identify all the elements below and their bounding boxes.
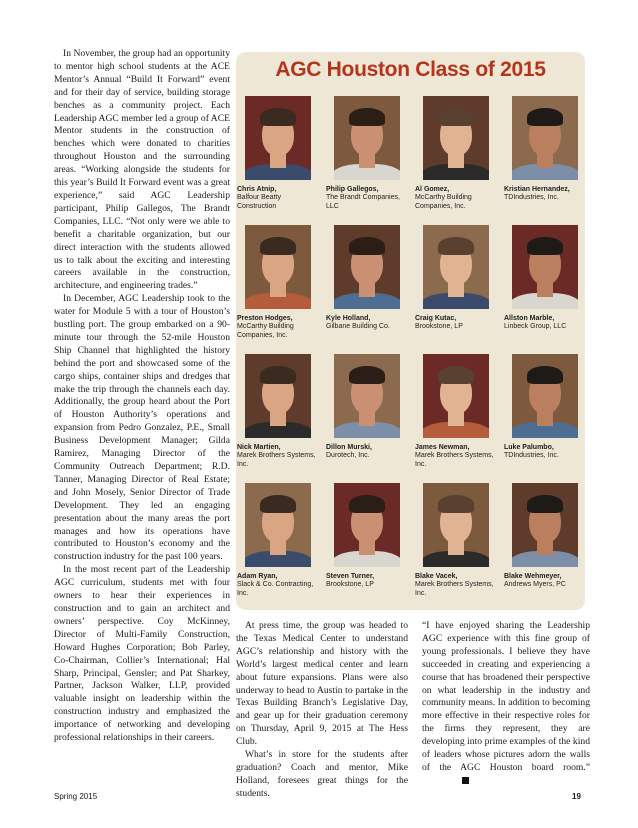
portrait-neck — [448, 412, 464, 426]
member-portrait — [334, 96, 400, 180]
portrait-hair — [260, 237, 296, 255]
member-name: James Newman, — [415, 444, 470, 451]
right-article-column — [422, 620, 590, 788]
member-name: Blake Wehmeyer, — [504, 573, 562, 580]
member-portrait — [423, 483, 489, 567]
member-card — [504, 354, 584, 461]
member-caption — [504, 315, 584, 332]
portrait-neck — [359, 283, 375, 297]
member-company: McCarthy Building Companies, Inc. — [415, 194, 472, 210]
member-portrait — [512, 225, 578, 309]
portrait-neck — [270, 412, 286, 426]
member-portrait — [423, 96, 489, 180]
portrait-neck — [537, 412, 553, 426]
portrait-hair — [438, 108, 474, 126]
portrait-hair — [438, 366, 474, 384]
member-caption — [415, 573, 495, 598]
member-caption — [504, 573, 584, 590]
member-card — [326, 225, 406, 332]
member-portrait — [334, 354, 400, 438]
member-caption — [237, 573, 317, 598]
member-card — [415, 96, 495, 211]
portrait-hair — [527, 237, 563, 255]
member-portrait — [334, 225, 400, 309]
portrait-neck — [359, 154, 375, 168]
member-company: Slack & Co. Contracting, Inc. — [237, 581, 314, 597]
member-company: TDIndustries, Inc. — [504, 452, 559, 460]
portrait-hair — [438, 495, 474, 513]
member-card — [237, 225, 317, 340]
member-caption — [415, 315, 495, 332]
portrait-neck — [359, 412, 375, 426]
portrait-neck — [537, 154, 553, 168]
member-caption — [504, 444, 584, 461]
member-caption — [415, 444, 495, 469]
member-caption — [415, 186, 495, 211]
member-company: Marek Brothers Systems, Inc. — [415, 452, 494, 468]
portrait-hair — [527, 108, 563, 126]
end-of-article-mark — [462, 777, 469, 784]
member-card — [415, 354, 495, 469]
member-company: Balfour Beatty Construction — [237, 194, 281, 210]
portrait-hair — [527, 366, 563, 384]
member-caption — [237, 444, 317, 469]
footer-issue: Spring 2015 — [54, 792, 98, 801]
article-paragraph: In the most recent part of the Leadership AGC curriculum, students met with four owners to hear their experiences in construction and to gain an architect and owners’ perspective. Coy McKinney, Director of Multi-Family Construction, Howard Hughes Corporation; Bob Parley, Co-Chairman, Collier’s International; Hal Sharp, Principal, Gensler; and Pat Sharkey, Partner, Jackson Walker, LLP, provided valuable insight on leadership within the construction industry and emphasized the importance of networking and developing professional relationships in their careers. — [54, 564, 230, 744]
article-paragraph: What’s in store for the students after graduation? Coach and mentor, Mike Holland, foresees great things for the students. — [236, 749, 408, 799]
portrait-hair — [349, 237, 385, 255]
member-name: Adam Ryan, — [237, 573, 278, 580]
member-company: Andrews Myers, PC — [504, 581, 566, 589]
portrait-neck — [270, 154, 286, 168]
member-caption — [504, 186, 584, 203]
member-name: Dillon Murski, — [326, 444, 372, 451]
member-name: Al Gomez, — [415, 186, 450, 193]
member-name: Kristian Hernandez, — [504, 186, 570, 193]
class-of-2015-panel — [236, 52, 585, 610]
member-portrait — [245, 354, 311, 438]
member-card — [504, 96, 584, 203]
member-portrait — [423, 354, 489, 438]
portrait-neck — [448, 541, 464, 555]
portrait-hair — [349, 108, 385, 126]
member-card — [415, 483, 495, 598]
portrait-neck — [270, 283, 286, 297]
footer-page-number: 19 — [572, 792, 581, 801]
member-company: Gilbane Building Co. — [326, 323, 390, 331]
portrait-hair — [260, 366, 296, 384]
member-caption — [237, 186, 317, 211]
member-name: Blake Vacek, — [415, 573, 458, 580]
member-name: Craig Kutac, — [415, 315, 457, 322]
portrait-hair — [260, 495, 296, 513]
member-name: Luke Palumbo, — [504, 444, 554, 451]
portrait-neck — [359, 541, 375, 555]
portrait-hair — [260, 108, 296, 126]
member-portrait — [245, 483, 311, 567]
portrait-hair — [349, 495, 385, 513]
member-company: McCarthy Building Companies, Inc. — [237, 323, 294, 339]
member-caption — [326, 444, 406, 461]
middle-article-column — [236, 620, 408, 801]
member-company: Marek Brothers Systems, Inc. — [415, 581, 494, 597]
member-company: Durotech, Inc. — [326, 452, 370, 460]
member-company: TDIndustries, Inc. — [504, 194, 559, 202]
portrait-neck — [537, 541, 553, 555]
member-company: Linbeck Group, LLC — [504, 323, 567, 331]
portrait-neck — [448, 154, 464, 168]
member-portrait — [245, 96, 311, 180]
member-caption — [326, 315, 406, 332]
quote-paragraph: “I have enjoyed sharing the Leadership AGC experience with this fine group of young professionals. I believe they have succeeded in creating and experiencing a course that has broadened their perspective on what leadership in the industry and community means. In addition to becoming more effective in their respective roles for the firms they represent, they are developing into prime examples of the kind of leaders whose pictures adorn the walls of the AGC Houston board room.” — [422, 620, 590, 773]
member-company: The Brandt Companies, LLC — [326, 194, 400, 210]
member-card — [504, 483, 584, 590]
portrait-neck — [270, 541, 286, 555]
portrait-neck — [537, 283, 553, 297]
member-card — [415, 225, 495, 332]
member-name: Philip Gallegos, — [326, 186, 379, 193]
member-portrait — [334, 483, 400, 567]
member-portrait — [245, 225, 311, 309]
article-paragraph: At press time, the group was headed to the Texas Medical Center to understand AGC’s relationship and history with the World’s largest medical center and learn about future expansions. Plans were also underway to head to Austin to partake in the Texas Building Branch’s Legislative Day, and gear up for their graduation ceremony on Thursday, April 9, 2015 at The Hess Club. — [236, 620, 408, 748]
member-card — [237, 483, 317, 598]
member-company: Brookstone, LP — [415, 323, 463, 331]
member-caption — [326, 186, 406, 211]
member-name: Allston Marble, — [504, 315, 555, 322]
member-name: Kyle Holland, — [326, 315, 371, 322]
member-name: Preston Hodges, — [237, 315, 293, 322]
left-article-column — [54, 48, 230, 745]
member-card — [326, 483, 406, 590]
member-name: Steven Turner, — [326, 573, 375, 580]
member-caption — [326, 573, 406, 590]
member-company: Marek Brothers Systems, Inc. — [237, 452, 316, 468]
article-paragraph: In November, the group had an opportunity to mentor high school students at the ACE Mentor’s Annual “Build It Forward” event and for their day of service, building storage benches as a community project. Each Leadership AGC member led a group of ACE Mentor students in the construction of benches which were donated to charities throughout Houston and the surrounding areas. “Working alongside the students for this year’s Build It Forward event was a great experience,” said AGC Leadership participant, Philip Gallegos, The Brandt Companies, LLC. “Not only were we able to benefit a charitable organization, but our direct interaction with the students allowed us to talk about the exciting and interesting careers available in the construction, architecture, and engineering trades.” — [54, 48, 230, 292]
member-card — [237, 96, 317, 211]
portrait-hair — [527, 495, 563, 513]
panel-title: AGC Houston Class of 2015 — [275, 58, 546, 81]
article-paragraph: In December, AGC Leadership took to the water for Module 5 with a tour of Houston’s bustling port. The group embarked on a 90-minute tour through the 52-mile Houston Ship Channel that highlighted the history behind the port and showcased some of the cargo ships, container ships and dredges that make the trip through the channels each day. Additionally, the group heard about the Port of Houston Authority’s operations and expansion from Pedro Gonzalez, P.E., Small Business Development Manager; Gilda Ramirez, Managing Director of the Community Outreach Department; R.D. Tanner, Managing Director of Real Estate; and John Mosely, Senior Director of Trade Development. They led an engaging presentation about the many areas the port manages and how its operations have contributed to Houston’s economy and the construction industry for the past 100 years. — [54, 293, 230, 563]
member-portrait — [512, 483, 578, 567]
member-portrait — [512, 354, 578, 438]
member-caption — [237, 315, 317, 340]
member-card — [326, 354, 406, 461]
member-card — [504, 225, 584, 332]
member-portrait — [423, 225, 489, 309]
portrait-hair — [438, 237, 474, 255]
member-name: Nick Martien, — [237, 444, 281, 451]
member-card — [326, 96, 406, 211]
member-company: Brookstone, LP — [326, 581, 374, 589]
member-name: Chris Atnip, — [237, 186, 277, 193]
member-card — [237, 354, 317, 469]
portrait-hair — [349, 366, 385, 384]
member-portrait — [512, 96, 578, 180]
portrait-neck — [448, 283, 464, 297]
